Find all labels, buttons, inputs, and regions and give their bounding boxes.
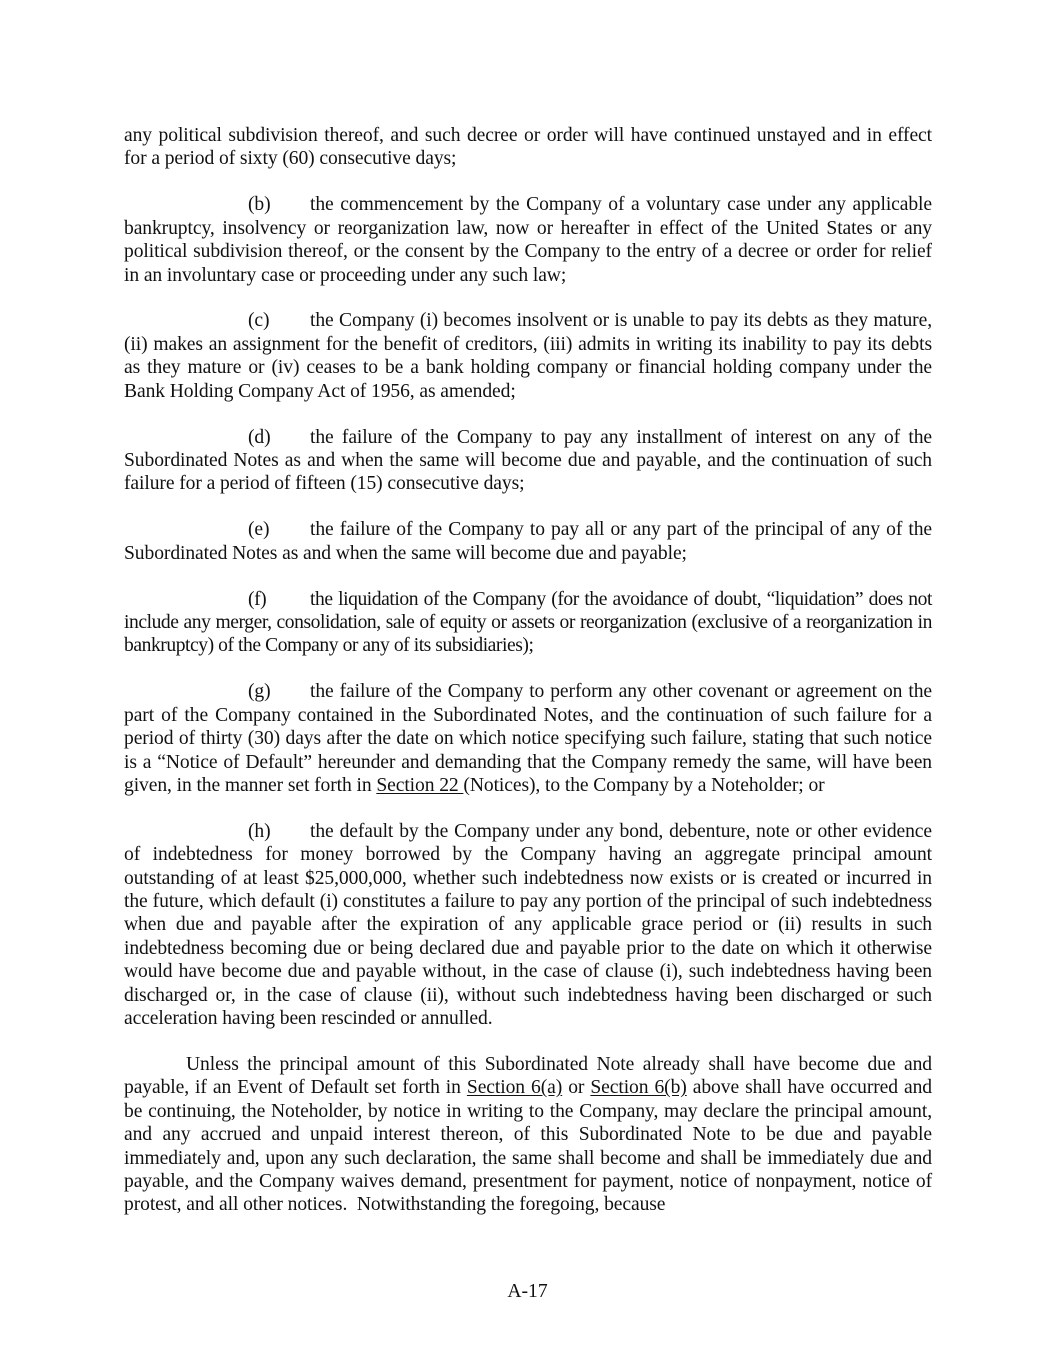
clause-text: the Company (i) becomes insolvent or is unable to pay its debts as they mature, (ii) makes an assignment for the benefit of creditors, (iii) admits in writing its inability to pay its debts as they mature or (iv) ceases to be a bank holding company or financial holding company under the Bank Holding Company Act of 1956, as amended; [124,310,932,402]
clause-h [124,820,932,1031]
clause-text: the failure of the Company to pay all or any part of the principal of any of the Subordinated Notes as and when the same will become due and payable; [124,519,932,564]
paragraph-text: Unless the principal amount of this Subordinated Note already shall have become due and payable, if an Event of Default set forth in [124,1054,932,1099]
clause-label: (f) [248,588,267,610]
clause-text: the default by the Company under any bond, debenture, note or other evidence of indebtedness for money borrowed by the Company having an aggregate principal amount outstanding of at least $25,000,000, whether such indebtedness now exists or is created or incurred in the future, which default (i) constitutes a failure to pay any portion of the principal of such indebtedness when due and payable after the expiration of any applicable grace period or (ii) results in such indebtedness becoming due or being declared due and payable prior to the date on which it otherwise would have become due and payable without, in the case of clause (i), such indebtedness having been discharged or, in the case of clause (ii), without such indebtedness having been discharged or such acceleration having been rescinded or annulled. [124,820,932,1030]
continuation-paragraph: any political subdivision thereof, and such decree or order will have continued unstayed and in effect for a period of sixty (60) consecutive days; [124,125,932,170]
clause-d [124,426,932,496]
document-page [124,124,932,1239]
clause-label: (h) [248,820,271,842]
clause-text: the failure of the Company to pay any installment of interest on any of the Subordinated Notes as and when the same will become due and payable, and the continuation of such failure for a period of fifteen (15) consecutive days; [124,426,932,495]
page-number: A-17 [507,1281,548,1302]
section-6a-link[interactable]: Section 6(a) [466,1077,563,1099]
clause-text: the failure of the Company to perform any other covenant or agreement on the part of the Company contained in the Subordinated Notes, and the continuation of such failure for a period of thirty (30) days after the date on which notice specifying such failure, stating that such notice is a “Notice of Default” hereunder and demanding that the Company remedy the same, will have been given, in the manner set forth in [124,681,932,796]
paragraph-text: or [562,1077,591,1099]
clause-f [124,588,932,658]
clause-g [124,680,932,797]
clause-text: the commencement by the Company of a voluntary case under any applicable bankruptcy, insolvency or reorganization law, now or hereafter in effect of the United States or any political subdivision thereof, or the consent by the Company to the entry of a decree or order for relief in an involuntary case or proceeding under any such law; [124,194,932,286]
clause-e [124,518,932,565]
clause-label: (e) [248,519,270,541]
section-6b-link[interactable]: Section 6(b) [590,1077,687,1099]
clause-text-continued: (Notices), to the Company by a Noteholder; or [463,774,825,796]
clause-b [124,193,932,287]
clause-label: (b) [248,194,271,216]
clause-label: (d) [248,426,271,448]
clause-label: (c) [248,310,270,332]
clause-c [124,309,932,403]
clause-label: (g) [248,681,271,703]
section-22-link[interactable]: Section 22 [376,774,464,796]
acceleration-paragraph [124,1053,932,1217]
clause-text: the liquidation of the Company (for the avoidance of doubt, “liquidation” does not include any merger, consolidation, sale of equity or assets or reorganization (exclusive of a reorganization in bankruptcy) of the Company or any of its subsidiaries); [124,588,932,657]
paragraph-text: above shall have occurred and be continuing, the Noteholder, by notice in writing to the Company, may declare the principal amount, and any accrued and unpaid interest thereon, of this Subordinated Note to be due and payable immediately and, upon any such declaration, the same shall become and shall be immediately due and payable, and the Company waives demand, presentment for payment, notice of nonpayment, notice of protest, and all other notices. Notwithstanding the foregoing, because [124,1077,933,1216]
